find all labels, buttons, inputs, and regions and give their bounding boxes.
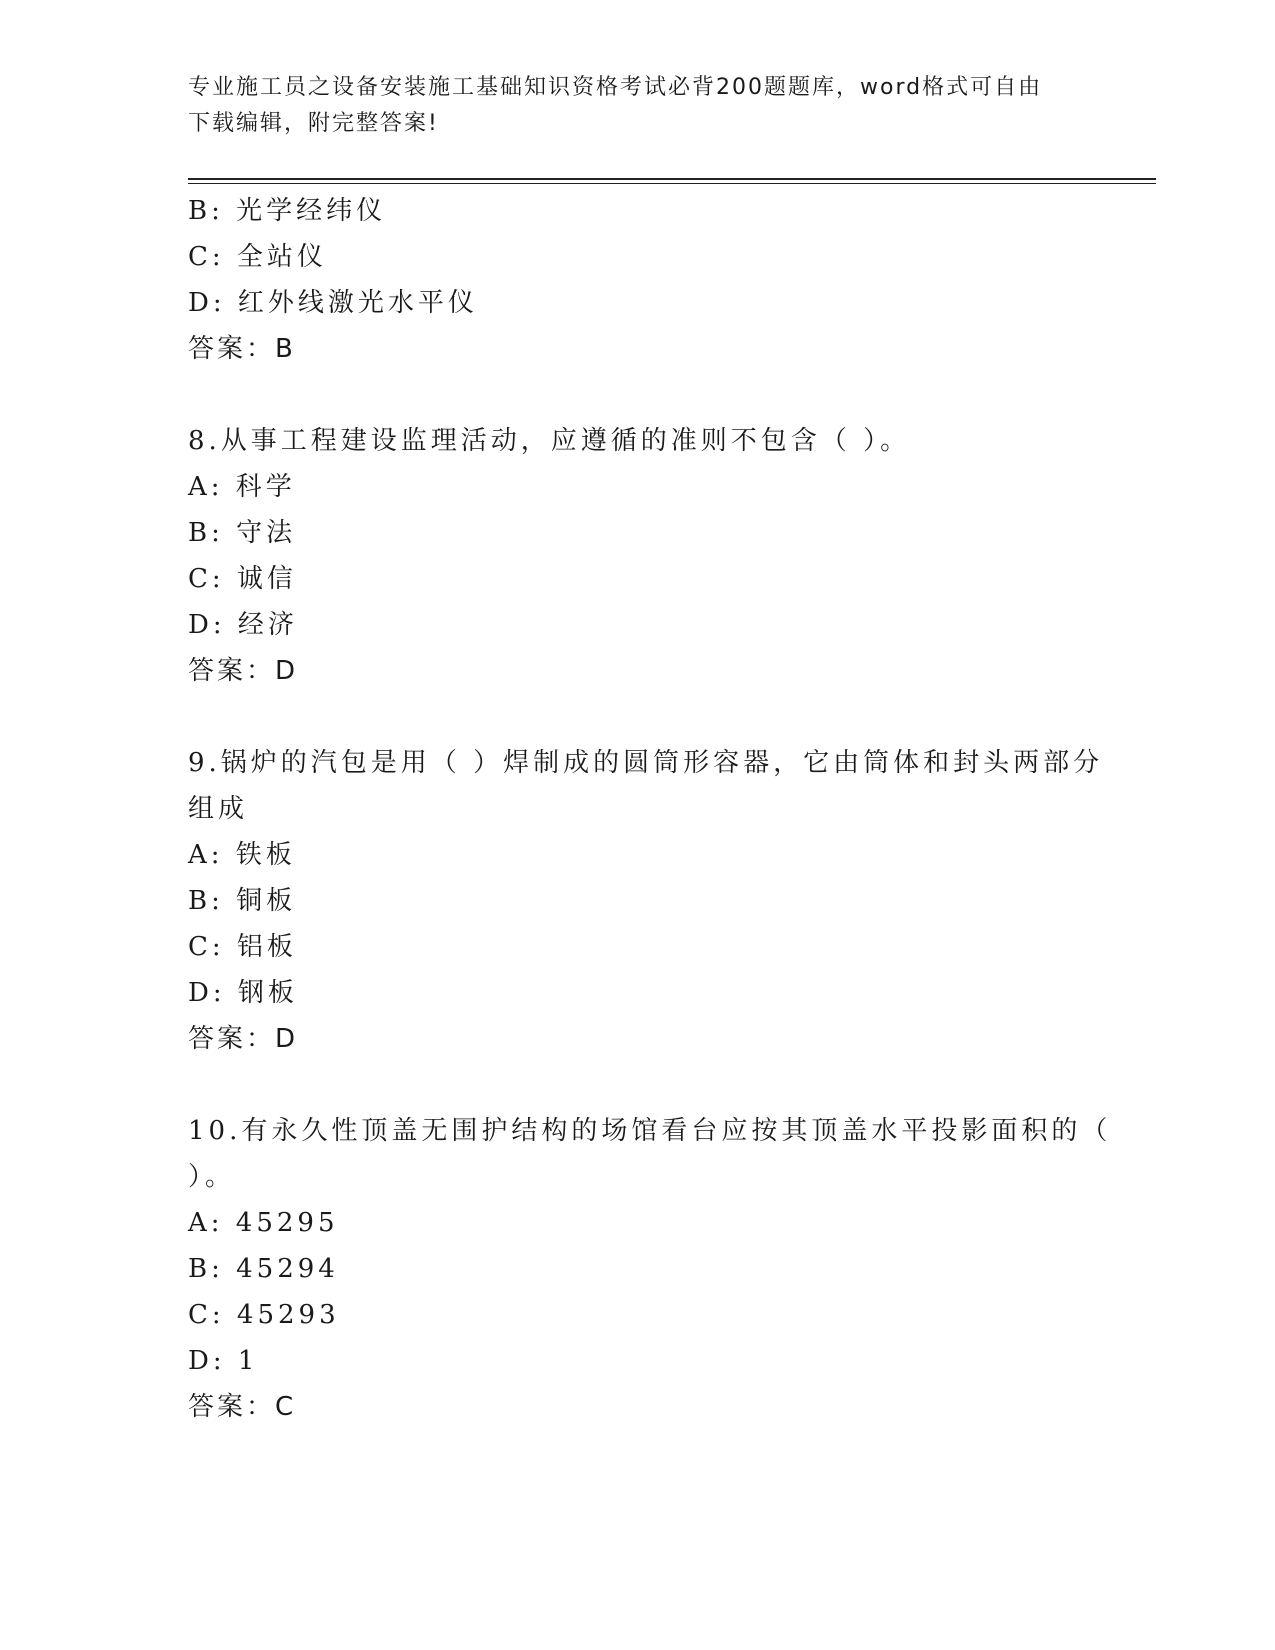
option-b: B: 守法 [188,518,297,548]
header-divider-thick [188,178,1156,180]
question-9 [188,740,1104,1062]
header-divider-thin [188,183,1156,184]
option-b: B: 铜板 [188,886,297,916]
answer-line: 答案：C [188,1392,297,1422]
option-c: C: 45293 [188,1300,340,1330]
answer-line: 答案：B [188,334,296,364]
question-stem-line-1: 10.有永久性顶盖无围护结构的场馆看台应按其顶盖水平投影面积的（ [188,1116,1112,1146]
answer-line: 答案：D [188,656,299,686]
question-7-continued [188,188,1088,372]
option-b: B: 光学经纬仪 [188,196,387,226]
option-d: D: 1 [188,1346,259,1376]
question-8 [188,418,1088,694]
document-header [188,70,1068,142]
option-a: A: 45295 [188,1208,339,1238]
option-d: D: 经济 [188,610,298,640]
question-stem-line-2: ）。 [188,1162,236,1192]
option-d: D: 钢板 [188,978,298,1008]
option-b: B: 45294 [188,1254,339,1284]
question-spacer [188,372,1088,418]
option-a: A: 铁板 [188,840,296,870]
option-c: C: 铝板 [188,932,297,962]
option-d: D: 红外线激光水平仪 [188,288,478,318]
question-spacer [188,1062,1088,1108]
question-spacer [188,694,1088,740]
option-c: C: 全站仪 [188,242,327,272]
option-c: C: 诚信 [188,564,297,594]
header-line-2: 下载编辑，附完整答案! [188,111,439,136]
answer-line: 答案：D [188,1024,299,1054]
question-stem-line-1: 9.锅炉的汽包是用（ ）焊制成的圆筒形容器，它由筒体和封头两部分 [188,748,1104,778]
question-stem-line-2: 组成 [188,794,249,824]
question-stem: 8.从事工程建设监理活动，应遵循的准则不包含（ ）。 [188,426,911,456]
option-a: A: 科学 [188,472,296,502]
document-body [188,188,1112,1430]
header-line-1: 专业施工员之设备安装施工基础知识资格考试必背200题题库，word格式可自由 [188,75,1043,100]
question-10 [188,1108,1112,1430]
